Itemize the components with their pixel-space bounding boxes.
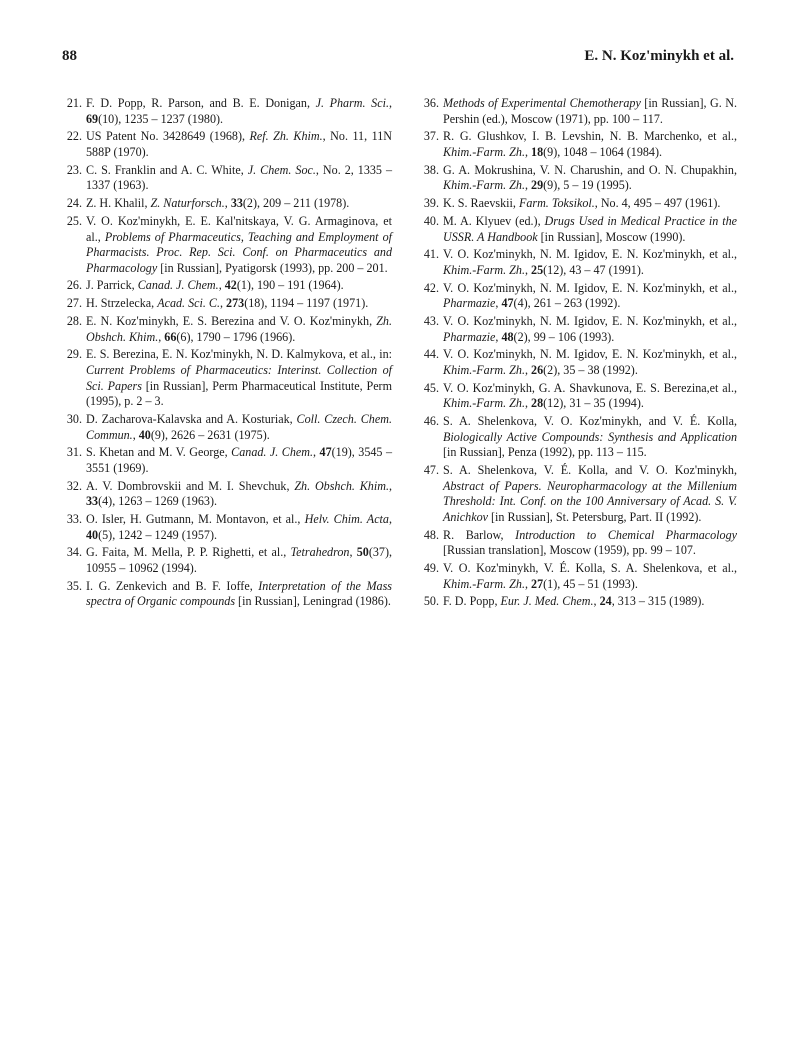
reference-segment: , <box>388 478 392 493</box>
reference-segment: , No. 11, 11N 588P (1970). <box>86 129 392 159</box>
reference-title: Khim.-Farm. Zh. <box>443 363 525 377</box>
reference-number: 24. <box>66 196 82 211</box>
reference-title: Drugs Used in Medical Practice in the USSR. A Handbook <box>443 213 737 244</box>
reference-segment: C. S. Franklin and A. C. White, <box>86 162 248 177</box>
reference-segment: , <box>524 178 532 193</box>
reference-segment: , <box>524 144 532 159</box>
reference-title: Zh. Obshch. Khim. <box>294 478 389 493</box>
reference-segment: , No. 4, 495 – 497 (1961). <box>594 196 721 211</box>
reference-segment: (9), 1048 – 1064 (1984). <box>543 144 663 159</box>
reference-number: 21. <box>66 96 82 110</box>
reference-number: 50. <box>423 594 439 609</box>
reference-segment: R. G. Glushkov, I. B. Levshin, N. B. Marchenko, et al., <box>443 129 737 144</box>
reference-number: 23. <box>66 162 82 177</box>
reference-segment: , <box>495 296 502 311</box>
reference-segment: [in Russian], Leningrad (1986). <box>235 594 391 609</box>
reference-title: Acad. Sci. C. <box>157 296 220 311</box>
reference-text <box>443 528 737 559</box>
reference-title: Methods of Experimental Chemotherapy <box>443 96 641 110</box>
reference-title: Zh. Obshch. Khim. <box>86 314 392 344</box>
reference-title: Biologically Active Compounds: Synthesis and Application <box>443 429 737 444</box>
reference-item <box>62 412 392 443</box>
reference-text <box>443 594 737 610</box>
reference-item <box>62 579 392 610</box>
reference-number: 47. <box>423 463 439 478</box>
reference-volume: 29 <box>531 178 544 193</box>
reference-volume: 18 <box>531 144 544 159</box>
reference-title: Khim.-Farm. Zh. <box>443 396 525 411</box>
reference-number: 39. <box>423 196 439 211</box>
reference-title: Problems of Pharmaceutics, Teaching and Employment of Pharmacists. Proc. Rep. Sci. Conf. on Pharmaceutics and Pharmacology <box>86 229 392 275</box>
reference-text <box>443 314 737 345</box>
reference-volume: 47 <box>319 445 332 460</box>
reference-segment: (18), 1194 – 1197 (1971). <box>244 296 369 311</box>
reference-segment: , <box>132 427 139 442</box>
reference-segment: , <box>220 296 227 311</box>
reference-segment: S. A. Shelenkova, V. É. Kolla, and V. O. Koz'minykh, <box>443 463 737 478</box>
reference-text <box>443 214 737 245</box>
reference-segment: , <box>388 96 392 110</box>
reference-item <box>419 96 737 127</box>
reference-text <box>86 129 392 160</box>
reference-title: J. Chem. Soc. <box>247 162 316 177</box>
reference-segment: (5), 1242 – 1249 (1957). <box>98 527 217 542</box>
reference-item <box>419 314 737 345</box>
reference-number: 35. <box>66 578 82 593</box>
reference-volume: 47 <box>501 296 514 311</box>
reference-segment: H. Strzelecka, <box>86 296 158 311</box>
reference-volume: 50 <box>356 545 369 560</box>
reference-segment: , <box>224 196 231 211</box>
reference-segment: V. O. Koz'minykh, N. M. Igidov, E. N. Koz'minykh, et al., <box>443 280 737 295</box>
reference-segment: R. Barlow, <box>443 527 516 542</box>
reference-segment: (19), 3545 – 3551 (1969). <box>86 445 393 475</box>
reference-text <box>443 129 737 160</box>
reference-number: 25. <box>66 213 82 228</box>
reference-segment: A. V. Dombrovskii and M. I. Shevchuk, <box>86 478 295 493</box>
reference-item <box>62 163 392 194</box>
running-author: E. N. Koz'minykh et al. <box>584 48 734 64</box>
reference-segment: E. S. Berezina, E. N. Koz'minykh, N. D. Kalmykova, et al., in: <box>86 347 392 362</box>
reference-title: Coll. Czech. Chem. Commun. <box>86 411 392 442</box>
reference-number: 44. <box>423 347 439 362</box>
reference-number: 33. <box>66 512 82 527</box>
reference-item <box>419 347 737 378</box>
reference-segment: (12), 31 – 35 (1994). <box>543 396 644 411</box>
reference-text <box>86 545 392 576</box>
reference-item <box>62 479 392 510</box>
reference-number: 31. <box>66 445 82 460</box>
reference-text <box>86 163 392 194</box>
reference-segment: V. O. Koz'minykh, G. A. Shavkunova, E. S. Berezina,et al., <box>443 380 737 395</box>
reference-title: Z. Naturforsch. <box>150 196 225 211</box>
reference-text <box>443 347 737 378</box>
reference-segment: [in Russian], Perm Pharmaceutical Institute, Perm (1995), p. 2 – 3. <box>86 378 392 409</box>
reference-title: Interpretation of the Mass spectra of Organic compounds <box>86 578 392 609</box>
reference-title: Ref. Zh. Khim. <box>249 129 323 144</box>
reference-item <box>62 129 392 160</box>
reference-item <box>62 512 392 543</box>
reference-number: 34. <box>66 545 82 560</box>
reference-text <box>443 381 737 412</box>
reference-item <box>419 414 737 461</box>
reference-text <box>443 561 737 592</box>
reference-volume: 40 <box>86 527 99 542</box>
reference-text <box>443 196 737 212</box>
reference-segment: V. O. Koz'minykh, N. M. Igidov, E. N. Koz'minykh, et al., <box>443 247 737 262</box>
reference-segment: , <box>524 396 532 411</box>
reference-title: J. Pharm. Sci. <box>315 96 389 110</box>
reference-text <box>86 296 392 312</box>
reference-item <box>419 528 737 559</box>
reference-title: Pharmazie <box>443 296 496 311</box>
reference-item <box>419 594 737 610</box>
reference-number: 26. <box>66 278 82 293</box>
reference-text <box>86 445 392 476</box>
reference-segment: , <box>313 445 320 460</box>
reference-segment: M. A. Klyuev (ed.), <box>443 213 545 228</box>
reference-segment: , <box>158 329 165 344</box>
reference-item <box>62 545 392 576</box>
reference-volume: 24 <box>599 594 612 609</box>
page-number: 88 <box>62 48 77 64</box>
reference-title: Khim.-Farm. Zh. <box>443 144 525 159</box>
reference-title: Pharmazie <box>443 329 496 344</box>
reference-text <box>86 214 392 276</box>
reference-segment: (9), 5 – 19 (1995). <box>543 178 632 193</box>
reference-segment: (9), 2626 – 2631 (1975). <box>150 427 270 442</box>
reference-text <box>443 247 737 278</box>
reference-volume: 28 <box>531 396 544 411</box>
reference-segment: (4), 261 – 263 (1992). <box>513 296 621 311</box>
reference-number: 22. <box>66 129 82 144</box>
reference-segment: , <box>593 594 600 609</box>
reference-item <box>62 445 392 476</box>
reference-number: 49. <box>423 561 439 576</box>
reference-number: 45. <box>423 380 439 395</box>
reference-number: 46. <box>423 414 439 429</box>
reference-item <box>419 196 737 212</box>
reference-segment: [in Russian], Penza (1992), pp. 113 – 115. <box>443 445 647 460</box>
reference-segment: K. S. Raevskii, <box>443 196 519 211</box>
reference-segment: V. O. Koz'minykh, E. E. Kal'nitskaya, V. G. Armaginova, et al., <box>86 213 392 244</box>
reference-segment: J. Parrick, <box>86 278 138 293</box>
reference-number: 27. <box>66 296 82 311</box>
reference-segment: (1), 190 – 191 (1964). <box>236 278 344 293</box>
reference-text <box>443 163 737 194</box>
reference-volume: 26 <box>531 363 544 377</box>
reference-segment: [in Russian], G. N. Pershin (ed.), Moscow (1971), pp. 100 – 117. <box>443 96 737 126</box>
reference-number: 38. <box>423 162 439 177</box>
reference-title: Khim.-Farm. Zh. <box>443 576 525 591</box>
reference-item <box>419 129 737 160</box>
reference-segment: , <box>524 262 532 277</box>
running-header <box>62 48 734 70</box>
reference-text <box>86 278 392 294</box>
reference-segment: [Russian translation], Moscow (1959), pp. 99 – 107. <box>443 543 696 558</box>
reference-item <box>419 561 737 592</box>
reference-number: 42. <box>423 280 439 295</box>
reference-volume: 69 <box>86 111 99 126</box>
reference-segment: (2), 99 – 106 (1993). <box>513 329 615 344</box>
reference-segment: S. Khetan and M. V. George, <box>86 445 232 460</box>
reference-title: Tetrahedron <box>290 545 350 560</box>
reference-title: Khim.-Farm. Zh. <box>443 178 525 193</box>
reference-volume: 66 <box>164 329 177 344</box>
reference-segment: , 313 – 315 (1989). <box>611 594 705 609</box>
reference-volume: 33 <box>86 494 99 509</box>
reference-segment: [in Russian], Pyatigorsk (1993), pp. 200 – 201. <box>157 260 388 275</box>
reference-title: Abstract of Papers. Neuropharmacology at the Millenium Threshold: Int. Conf. on the 100 Anniversary of Acad. S. V. Anichkov <box>443 478 737 524</box>
reference-segment: (4), 1263 – 1269 (1963). <box>98 494 217 509</box>
reference-text <box>86 347 392 409</box>
reference-segment: , <box>388 512 393 527</box>
reference-title: Khim.-Farm. Zh. <box>443 262 525 277</box>
reference-number: 40. <box>423 213 439 228</box>
references-left-column <box>62 96 392 612</box>
reference-volume: 33 <box>230 196 243 211</box>
reference-text <box>86 96 392 127</box>
reference-number: 48. <box>423 527 439 542</box>
reference-number: 37. <box>423 129 439 144</box>
reference-segment: (12), 43 – 47 (1991). <box>543 262 644 277</box>
reference-text <box>86 512 392 543</box>
reference-volume: 25 <box>531 262 544 277</box>
reference-segment: [in Russian], St. Petersburg, Part. II (1992). <box>488 509 702 524</box>
reference-volume: 42 <box>224 278 237 293</box>
reference-segment: D. Zacharova-Kalavska and A. Kosturiak, <box>86 411 297 426</box>
reference-number: 32. <box>66 478 82 493</box>
reference-text <box>443 281 737 312</box>
reference-text <box>86 579 392 610</box>
reference-text <box>443 96 737 127</box>
reference-item <box>419 381 737 412</box>
reference-text <box>86 314 392 345</box>
reference-text <box>443 463 737 525</box>
reference-segment: G. A. Mokrushina, V. N. Charushin, and O. N. Chupakhin, <box>443 162 737 177</box>
reference-segment: , <box>524 576 532 591</box>
reference-text <box>86 196 392 212</box>
reference-segment: (6), 1790 – 1796 (1966). <box>176 329 296 344</box>
reference-title: Farm. Toksikol. <box>518 196 595 211</box>
reference-item <box>419 214 737 245</box>
reference-text <box>86 412 392 443</box>
reference-item <box>419 247 737 278</box>
reference-number: 41. <box>423 247 439 262</box>
reference-segment: , <box>495 329 502 344</box>
reference-item <box>62 278 392 294</box>
reference-item <box>62 296 392 312</box>
reference-segment: US Patent No. 3428649 (1968), <box>86 129 250 144</box>
reference-number: 30. <box>66 411 82 426</box>
reference-item <box>62 314 392 345</box>
reference-segment: V. O. Koz'minykh, V. É. Kolla, S. A. Shelenkova, et al., <box>443 561 737 576</box>
reference-title: Introduction to Chemical Pharmacology <box>515 527 737 542</box>
reference-text <box>86 479 392 510</box>
reference-item <box>62 196 392 212</box>
reference-item <box>419 163 737 194</box>
reference-segment: , <box>218 278 225 293</box>
reference-item <box>419 281 737 312</box>
reference-item <box>419 463 737 525</box>
reference-segment: , No. 2, 1335 – 1337 (1963). <box>86 162 392 193</box>
reference-segment: E. N. Koz'minykh, E. S. Berezina and V. O. Koz'minykh, <box>86 314 377 329</box>
reference-segment: , <box>524 363 532 377</box>
reference-number: 43. <box>423 314 439 329</box>
reference-segment: (2), 209 – 211 (1978). <box>242 196 350 211</box>
reference-volume: 27 <box>531 576 544 591</box>
reference-segment: G. Faita, M. Mella, P. P. Righetti, et al., <box>86 545 291 560</box>
reference-segment: F. D. Popp, R. Parson, and B. E. Donigan, <box>86 96 316 110</box>
reference-title: Current Problems of Pharmaceutics: Interinst. Collection of Sci. Papers <box>86 363 392 393</box>
reference-segment: S. A. Shelenkova, V. O. Koz'minykh, and V. É. Kolla, <box>443 414 737 429</box>
reference-segment: O. Isler, H. Gutmann, M. Montavon, et al., <box>86 512 305 527</box>
reference-segment: I. G. Zenkevich and B. F. Ioffe, <box>86 578 259 593</box>
reference-volume: 48 <box>501 329 514 344</box>
reference-number: 29. <box>66 347 82 362</box>
reference-segment: , <box>349 545 357 560</box>
reference-title: Canad. J. Chem. <box>231 445 314 460</box>
reference-segment: (10), 1235 – 1237 (1980). <box>98 111 224 126</box>
reference-segment: (1), 45 – 51 (1993). <box>543 576 638 591</box>
reference-segment: [in Russian], Moscow (1990). <box>537 229 686 244</box>
reference-volume: 273 <box>226 296 245 311</box>
reference-item <box>62 347 392 409</box>
reference-title: Canad. J. Chem. <box>137 278 219 293</box>
reference-number: 28. <box>66 314 82 329</box>
reference-segment: Z. H. Khalil, <box>86 196 151 211</box>
reference-segment: V. O. Koz'minykh, N. M. Igidov, E. N. Koz'minykh, et al., <box>443 314 737 329</box>
references-right-column <box>419 96 737 612</box>
reference-item <box>62 214 392 276</box>
reference-item <box>62 96 392 127</box>
reference-segment: V. O. Koz'minykh, N. M. Igidov, E. N. Koz'minykh, et al., <box>443 347 737 362</box>
reference-title: Eur. J. Med. Chem. <box>500 594 594 609</box>
reference-segment: (2), 35 – 38 (1992). <box>543 363 638 377</box>
reference-volume: 40 <box>138 427 151 442</box>
reference-title: Helv. Chim. Acta <box>304 512 389 527</box>
reference-segment: (37), 10955 – 10962 (1994). <box>86 545 393 576</box>
reference-segment: F. D. Popp, <box>443 594 501 609</box>
reference-number: 36. <box>423 96 439 110</box>
reference-text <box>443 414 737 461</box>
